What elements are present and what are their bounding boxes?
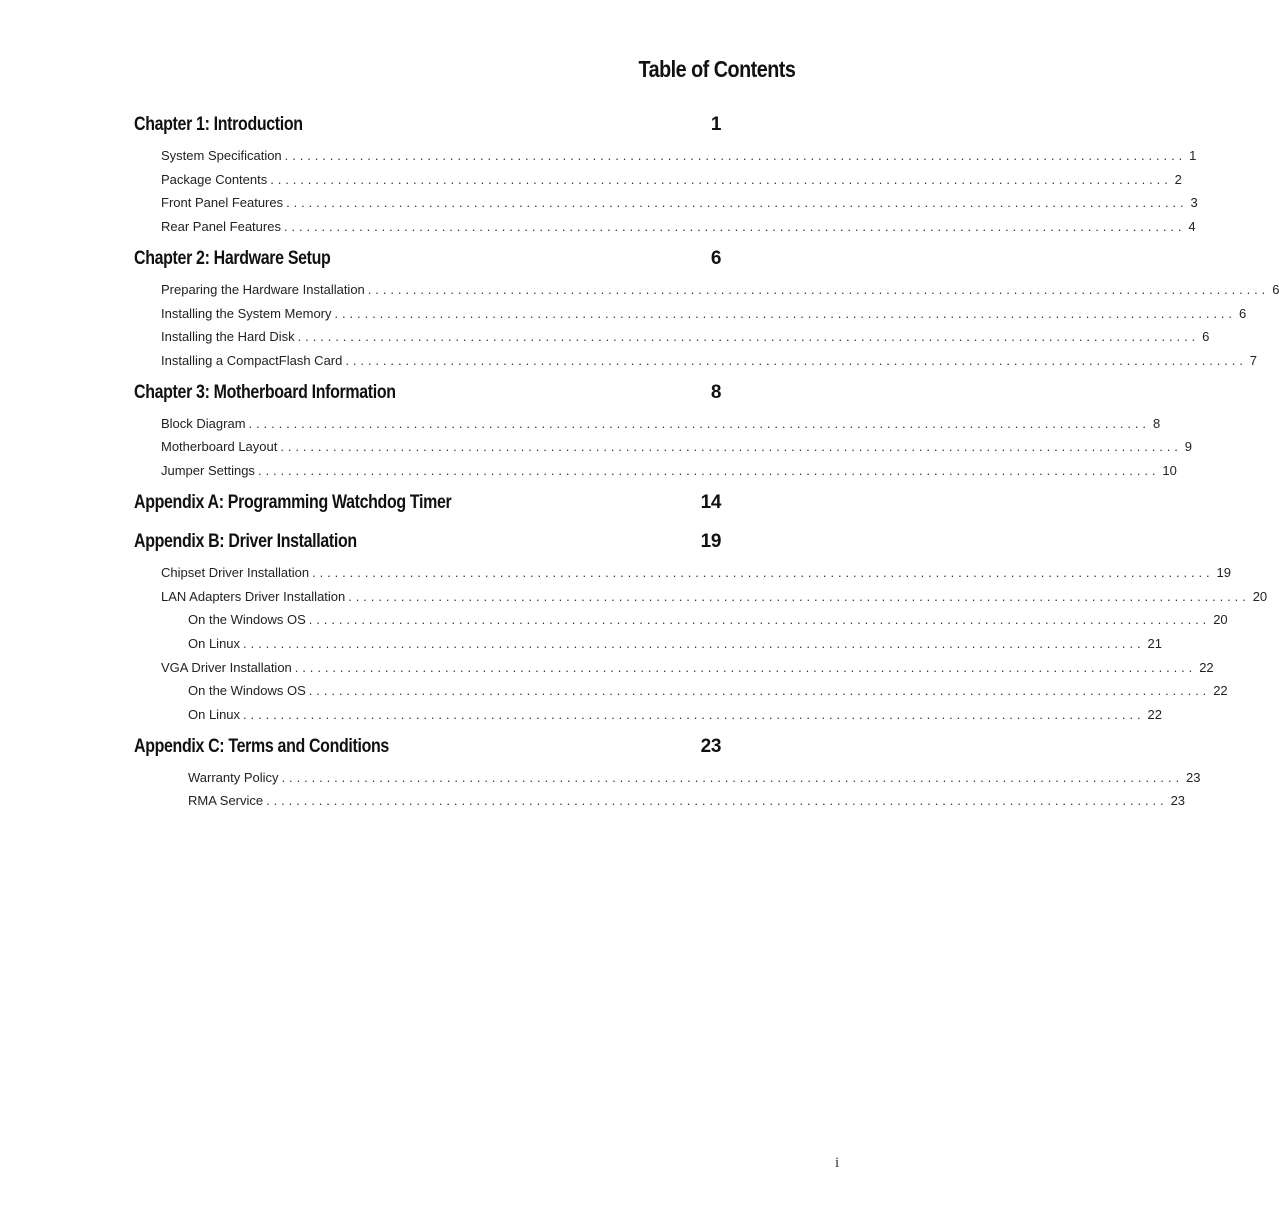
toc-entry-page: 20 bbox=[1252, 589, 1268, 604]
toc-entry[interactable] bbox=[161, 353, 1258, 368]
toc-entry[interactable] bbox=[161, 416, 1161, 431]
toc-entry-title: Chipset Driver Installation bbox=[161, 565, 310, 580]
toc-entry-title: Installing a CompactFlash Card bbox=[161, 353, 343, 368]
toc-entry-title: Block Diagram bbox=[161, 416, 246, 431]
toc-subentry[interactable] bbox=[188, 707, 1162, 722]
toc-chapter[interactable] bbox=[134, 114, 721, 136]
toc-entry-page: 6 bbox=[1238, 306, 1247, 321]
toc-entry-page: 10 bbox=[1162, 463, 1177, 478]
toc-chapter-title: Appendix A: Programming Watchdog Timer bbox=[134, 492, 452, 513]
toc-chapter-title: Chapter 1: Introduction bbox=[134, 114, 303, 135]
dot-leader: ........................................................................................................................ bbox=[308, 612, 1211, 627]
toc-chapter[interactable] bbox=[134, 492, 721, 514]
toc-chapter[interactable] bbox=[134, 531, 721, 553]
toc-entry-page: 4 bbox=[1188, 219, 1196, 234]
toc-entry-title: System Specification bbox=[161, 148, 282, 163]
toc-entry[interactable] bbox=[161, 172, 1182, 187]
toc-chapter-title: Chapter 3: Motherboard Information bbox=[134, 382, 396, 403]
toc-entry-title: VGA Driver Installation bbox=[161, 660, 292, 675]
toc-entry-page: 6 bbox=[1202, 329, 1210, 344]
toc-entry-title: Front Panel Features bbox=[161, 195, 284, 210]
dot-leader: ........................................................................................................................ bbox=[297, 329, 1200, 344]
dot-leader: ........................................................................................................................ bbox=[367, 282, 1270, 297]
toc-entry[interactable] bbox=[161, 148, 1197, 163]
toc-entry-page: 22 bbox=[1213, 683, 1228, 698]
toc-chapter-title: Appendix B: Driver Installation bbox=[134, 531, 357, 552]
toc-entry-title: Motherboard Layout bbox=[161, 439, 278, 454]
page-title: Table of Contents bbox=[638, 56, 795, 82]
dot-leader: ........................................................................................................................ bbox=[345, 353, 1247, 368]
toc-entry[interactable] bbox=[161, 329, 1210, 344]
toc-entry-title: On Linux bbox=[188, 707, 241, 722]
page-number: i bbox=[835, 1155, 840, 1171]
toc-entry-page: 22 bbox=[1199, 660, 1214, 675]
toc-entry-page: 8 bbox=[1152, 416, 1161, 431]
dot-leader: ........................................................................................................................ bbox=[248, 416, 1150, 431]
toc-chapter-page: 23 bbox=[700, 736, 721, 757]
toc-chapter-page: 19 bbox=[700, 531, 721, 552]
toc-entry-page: 2 bbox=[1174, 172, 1182, 187]
toc-entry-page: 9 bbox=[1184, 439, 1193, 454]
toc-entry-title: Jumper Settings bbox=[161, 463, 255, 478]
toc-entry-title: Package Contents bbox=[161, 172, 268, 187]
toc-subentry[interactable] bbox=[188, 793, 1186, 808]
dot-leader: ........................................................................................................................ bbox=[243, 707, 1145, 722]
toc-entry-title: LAN Adapters Driver Installation bbox=[161, 589, 346, 604]
toc-entry-page: 20 bbox=[1213, 612, 1228, 627]
toc-entry-page: 3 bbox=[1190, 195, 1198, 210]
toc-chapter[interactable] bbox=[134, 382, 721, 404]
toc-entry-title: Rear Panel Features bbox=[161, 219, 281, 234]
toc-entry-title: Preparing the Hardware Installation bbox=[161, 282, 365, 297]
toc-chapter-page: 8 bbox=[710, 382, 721, 403]
dot-leader: ........................................................................................................................ bbox=[266, 793, 1168, 808]
toc-entry[interactable] bbox=[161, 589, 1268, 604]
toc-entry-title: RMA Service bbox=[188, 793, 264, 808]
toc-entry-title: On the Windows OS bbox=[188, 612, 306, 627]
dot-leader: ........................................................................................................................ bbox=[286, 195, 1188, 210]
toc-entry-title: Installing the Hard Disk bbox=[161, 329, 295, 344]
dot-leader: ........................................................................................................................ bbox=[308, 683, 1211, 698]
toc-entry[interactable] bbox=[161, 565, 1232, 580]
toc-entry[interactable] bbox=[161, 219, 1196, 234]
toc-entry-title: On Linux bbox=[188, 636, 241, 651]
toc-entry-page: 23 bbox=[1185, 770, 1201, 785]
dot-leader: ........................................................................................................................ bbox=[294, 660, 1197, 675]
toc-entry[interactable] bbox=[161, 282, 1279, 297]
toc-entry-page: 22 bbox=[1147, 707, 1162, 722]
dot-leader: ........................................................................................................................ bbox=[348, 589, 1250, 604]
dot-leader: ........................................................................................................................ bbox=[281, 770, 1183, 785]
toc-entry-page: 19 bbox=[1216, 565, 1232, 580]
toc-chapter[interactable] bbox=[134, 736, 721, 758]
dot-leader: ........................................................................................................................ bbox=[243, 636, 1145, 651]
toc-chapter[interactable] bbox=[134, 248, 721, 270]
toc-subentry[interactable] bbox=[188, 683, 1228, 698]
dot-leader: ........................................................................................................................ bbox=[312, 565, 1214, 580]
toc-entry-page: 23 bbox=[1170, 793, 1186, 808]
dot-leader: ........................................................................................................................ bbox=[280, 439, 1182, 454]
toc-subentry[interactable] bbox=[188, 612, 1228, 627]
toc-chapter-title: Appendix C: Terms and Conditions bbox=[134, 736, 389, 757]
toc-entry-page: 7 bbox=[1249, 353, 1258, 368]
dot-leader: ........................................................................................................................ bbox=[283, 219, 1186, 234]
toc-entry-title: Installing the System Memory bbox=[161, 306, 332, 321]
toc-entry[interactable] bbox=[161, 463, 1177, 478]
toc-entry-page: 6 bbox=[1272, 282, 1279, 297]
toc-entry-title: Warranty Policy bbox=[188, 770, 279, 785]
toc-chapter-page: 6 bbox=[710, 248, 721, 269]
toc-entry-page: 21 bbox=[1147, 636, 1162, 651]
toc-entry[interactable] bbox=[161, 195, 1198, 210]
toc-chapter-page: 14 bbox=[700, 492, 721, 513]
toc-chapter-title: Chapter 2: Hardware Setup bbox=[134, 248, 331, 269]
dot-leader: ........................................................................................................................ bbox=[334, 306, 1236, 321]
toc-entry[interactable] bbox=[161, 306, 1247, 321]
toc-subentry[interactable] bbox=[188, 636, 1162, 651]
toc-entry-page: 1 bbox=[1189, 148, 1197, 163]
toc-entry[interactable] bbox=[161, 660, 1214, 675]
dot-leader: ........................................................................................................................ bbox=[270, 172, 1172, 187]
toc-chapter-page: 1 bbox=[710, 114, 721, 135]
toc-entry[interactable] bbox=[161, 439, 1193, 454]
dot-leader: ........................................................................................................................ bbox=[284, 148, 1187, 163]
dot-leader: ........................................................................................................................ bbox=[257, 463, 1160, 478]
toc-subentry[interactable] bbox=[188, 770, 1201, 785]
toc-entry-title: On the Windows OS bbox=[188, 683, 306, 698]
